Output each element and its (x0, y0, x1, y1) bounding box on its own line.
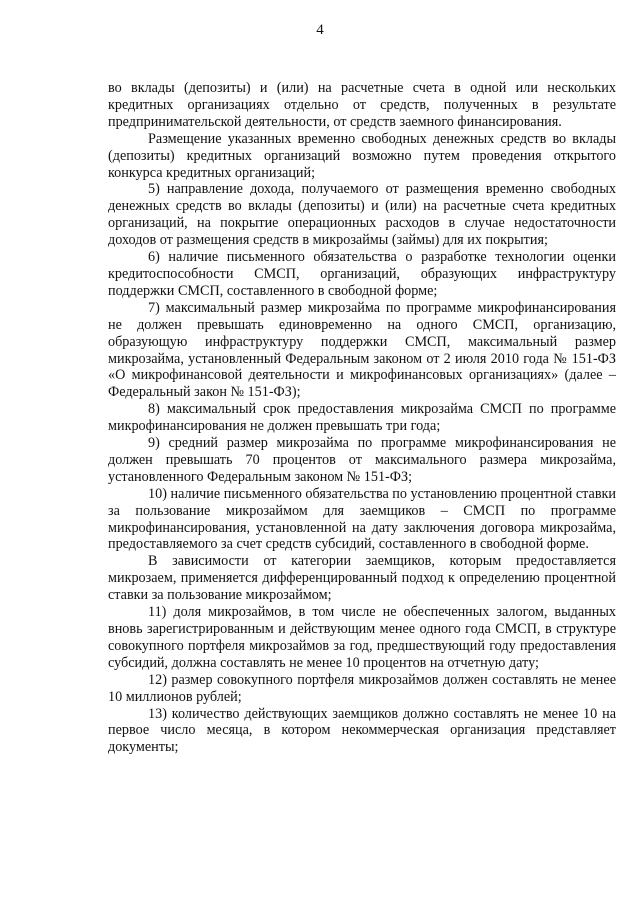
paragraph-placement-note: Размещение указанных временно свободных денежных средств во вклады (депозиты) кредитных организаций возможно путем проведения открытого конкурса кредитных организаций; (108, 130, 616, 181)
paragraph-differentiated-rate: В зависимости от категории заемщиков, которым предоставляется микрозаем, применяется дифференцированный подход к определению процентной ставки за пользование микрозаймом; (108, 553, 616, 604)
list-item-13: 13) количество действующих заемщиков должно составлять не менее 10 на первое число месяца, в котором некоммерческая организация представляет документы; (108, 705, 616, 756)
list-item-12: 12) размер совокупного портфеля микрозаймов должен составлять не менее 10 миллионов рублей; (108, 671, 616, 705)
list-item-10: 10) наличие письменного обязательства по установлению процентной ставки за пользование микрозаймом для заемщиков – СМСП по программе микрофинансирования, установленной на дату заключения договора микрозайма, предоставляемого за счет средств субсидий, составленного в свободной форме. (108, 485, 616, 553)
page-number: 4 (316, 22, 324, 38)
list-item-5: 5) направление дохода, получаемого от размещения временно свободных денежных средств во вклады (депозиты) и (или) на расчетные счета кредитных организаций, на покрытие операционных расходов в случае недостаточности доходов от размещения средств в микрозаймы (займы) для их покрытия; (108, 181, 616, 249)
list-item-6: 6) наличие письменного обязательства о разработке технологии оценки кредитоспособности СМСП, организаций, образующих инфраструктуру поддержки СМСП, составленного в свободной форме; (108, 249, 616, 299)
list-item-7: 7) максимальный размер микрозайма по программе микрофинансирования не должен превышать единовременно на одного СМСП, организацию, образующую инфраструктуру поддержки СМСП, максимальный размер микрозайма, установленный Федеральным законом от 2 июля 2010 года № 151-ФЗ «О микрофинансовой деятельности и микрофинансовых организациях» (далее – Федеральный закон № 151-ФЗ); (108, 299, 616, 401)
list-item-11: 11) доля микрозаймов, в том числе не обеспеченных залогом, выданных вновь зарегистрированным и действующим менее одного года СМСП, в структуре совокупного портфеля микрозаймов за год, предшествующий году предоставления субсидий, должна составлять не менее 10 процентов на отчетную дату; (108, 604, 616, 671)
list-item-8: 8) максимальный срок предоставления микрозайма СМСП по программе микрофинансирования не должен превышать три года; (108, 401, 616, 435)
document-body (108, 80, 616, 756)
paragraph-continuation: во вклады (депозиты) и (или) на расчетные счета в одной или нескольких кредитных организациях отдельно от средств, полученных в результате предпринимательской деятельности, от средств заемного финансирования. (108, 80, 616, 130)
list-item-9: 9) средний размер микрозайма по программе микрофинансирования не должен превышать 70 процентов от максимального размера микрозайма, установленного Федеральным законом № 151-ФЗ; (108, 435, 616, 485)
